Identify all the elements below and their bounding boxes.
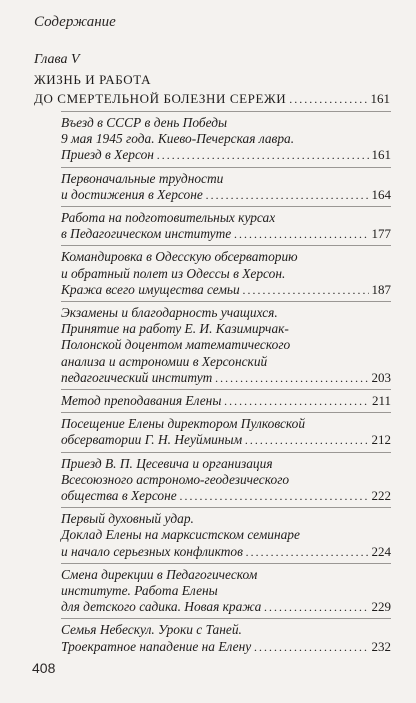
dot-leader (264, 599, 368, 615)
chapter-title (34, 70, 390, 109)
toc-entry-line: Семья Небескул. Уроки с Таней. (61, 622, 242, 638)
toc-entry-text: Троекратное нападение на Елену (61, 638, 252, 654)
toc-entry-text: в Педагогическом институте (61, 226, 232, 242)
dot-leader (234, 226, 368, 242)
dot-leader (224, 393, 369, 409)
toc-page-number: 187 (371, 281, 391, 297)
toc-entry-line: Всесоюзного астрономо-геодезического (61, 471, 290, 487)
dot-leader (215, 370, 368, 386)
toc-entry-line: Посещение Елены директором Пулковской (61, 416, 306, 432)
chapter-title-line1: ЖИЗНЬ И РАБОТА (34, 72, 152, 87)
chapter-page-number: 161 (370, 91, 390, 106)
toc-page-number: 177 (371, 226, 391, 242)
page-number: 408 (32, 660, 56, 676)
dot-leader (157, 147, 369, 163)
toc-entry-line: Смена дирекции в Педагогическом (61, 566, 258, 582)
toc-entry[interactable] (61, 452, 391, 508)
toc-entry[interactable] (61, 206, 391, 245)
chapter-title-line2 (34, 89, 390, 109)
toc-page-number: 164 (371, 186, 391, 202)
toc-entry-text: обсерватории Г. Н. Неуйминым (61, 432, 243, 448)
toc-entry-line: институте. Работа Елены (61, 583, 218, 599)
toc-entry-last-line (61, 393, 391, 409)
chapter-title-line2-text: ДО СМЕРТЕЛЬНОЙ БОЛЕЗНИ СЕРЕЖИ (34, 91, 287, 106)
toc-page-number: 161 (371, 147, 391, 163)
toc-entry-last-line (61, 187, 391, 203)
toc-entry-last-line (61, 282, 391, 298)
toc-entry[interactable] (61, 167, 391, 206)
toc-entry-line: Приезд В. П. Цесевича и организация (61, 455, 273, 471)
toc-entry-text: Метод преподавания Елены (61, 393, 222, 409)
toc-entry-line: Доклад Елены на марксистском семинаре (61, 527, 300, 543)
toc-entry-line: Полонской доцентом математического (61, 337, 291, 353)
dot-leader (243, 282, 369, 298)
toc-entry-line: Въезд в СССР в день Победы (61, 115, 228, 130)
toc-page-number: 222 (371, 488, 391, 504)
toc-entry-text: Приезд в Херсон (61, 147, 154, 163)
toc-entry-text: общества в Херсоне (61, 488, 177, 504)
toc-page-number: 211 (371, 393, 391, 409)
toc-entry-text: и начало серьезных конфликтов (61, 543, 243, 559)
dot-leader (254, 639, 368, 655)
toc-page-number: 203 (371, 369, 391, 385)
toc-entry-last-line (61, 544, 391, 560)
chapter-label: Глава V (34, 52, 80, 67)
toc-entry[interactable] (61, 507, 391, 563)
toc-page-number: 224 (371, 543, 391, 559)
toc-entry-last-line (61, 147, 391, 163)
toc-entry-line: 9 мая 1945 года. Киево-Печерская лавра. (61, 131, 295, 147)
dot-leader (180, 488, 369, 504)
toc-entry-last-line (61, 488, 391, 504)
toc-entry[interactable] (61, 245, 391, 301)
toc-entry-last-line (61, 599, 391, 615)
toc-entry[interactable] (61, 301, 391, 389)
toc-page-number: 232 (371, 638, 391, 654)
toc-entry[interactable] (61, 618, 391, 657)
toc-page-number: 212 (371, 432, 391, 448)
toc-entry-last-line (61, 639, 391, 655)
dot-leader (246, 544, 369, 560)
toc-entry-line: анализа и астрономии в Херсонский (61, 353, 268, 369)
toc-entry-last-line (61, 226, 391, 242)
toc-entry-line: Работа на подготовительных курсах (61, 210, 276, 226)
running-head: Содержание (34, 14, 116, 30)
dot-leader (289, 90, 367, 109)
toc-entry-line: Принятие на работу Е. И. Казимирчак- (61, 321, 289, 337)
toc-entry-text: и достижения в Херсоне (61, 186, 203, 202)
toc-entry-line: Экзамены и благодарность учащихся. (61, 305, 278, 321)
toc-entry[interactable] (61, 563, 391, 619)
toc-entry-line: Командировка в Одесскую обсерваторию (61, 249, 298, 265)
toc-entry-last-line (61, 432, 391, 448)
toc-entry-text: педагогический институт (61, 369, 213, 385)
toc-entry[interactable] (61, 389, 391, 412)
toc-entry[interactable] (61, 412, 391, 451)
toc-entry-text: Кража всего имущества семьи (61, 281, 240, 297)
toc-entry-line: Первоначальные трудности (61, 170, 224, 186)
toc-entry-line: и обратный полет из Одессы в Херсон. (61, 265, 286, 281)
dot-leader (206, 187, 369, 203)
toc-page-number: 229 (371, 599, 391, 615)
dot-leader (245, 432, 368, 448)
toc-entry-line: Первый духовный удар. (61, 511, 194, 527)
toc-entry-last-line (61, 370, 391, 386)
toc-entry[interactable] (61, 111, 391, 167)
toc-entries (61, 111, 391, 658)
toc-entry-text: для детского садика. Новая кража (61, 599, 262, 615)
